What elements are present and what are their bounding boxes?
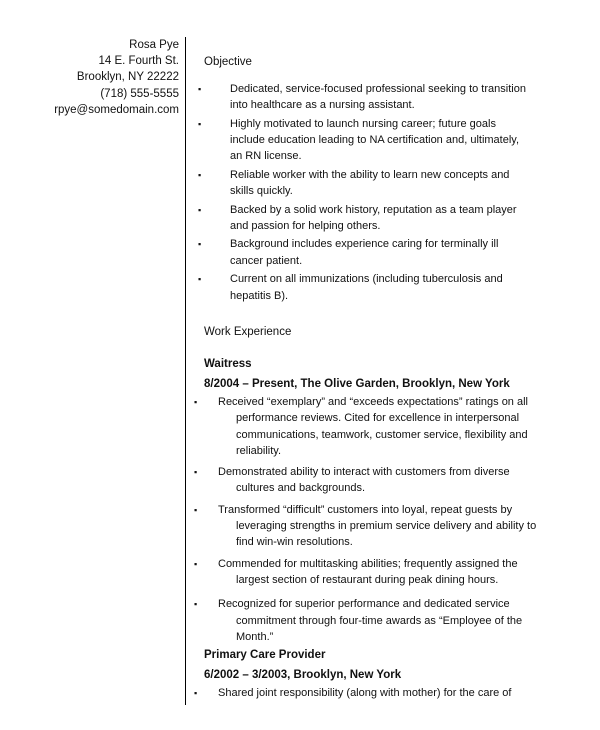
list-item: ▪ Received “exemplary” and “exceeds expectations” ratings on all performance reviews. Cited for excellence in interpersonal communications, teamwork, customer service, flexibility and reliability. <box>194 396 528 457</box>
bullet-icon: ▪ <box>194 558 198 569</box>
list-item: ▪ Highly motivated to launch nursing career; future goals include education leading to NA certification and, ultimately, an RN license. <box>198 117 520 163</box>
list-item: ▪ Backed by a solid work history, reputation as a team player and passion for helping others. <box>198 203 517 232</box>
list-item: ▪ Transformed “difficult” customers into loyal, repeat guests by leveraging strengths in premium service delivery and ability to find win-win resolutions. <box>194 503 537 549</box>
bullet-icon: ▪ <box>194 504 198 515</box>
bullet-icon: ▪ <box>194 599 198 610</box>
objective-list <box>198 81 543 306</box>
list-item: ▪ Background includes experience caring for terminally ill cancer patient. <box>198 238 499 267</box>
list-item: ▪ Reliable worker with the ability to learn new concepts and skills quickly. <box>198 168 510 198</box>
bullet-icon: ▪ <box>194 397 198 407</box>
list-item: ▪ Shared joint responsibility (along with mother) for the care of <box>194 685 544 701</box>
bullet-icon: ▪ <box>198 169 202 180</box>
bullet-icon: ▪ <box>198 274 202 285</box>
vertical-divider <box>185 37 186 705</box>
list-item: ▪ Commended for multitasking abilities; frequently assigned the largest section of restaurant during peak dining hours. <box>194 557 518 586</box>
bullet-icon: ▪ <box>198 84 202 94</box>
contact-email: rpye@somedomain.com <box>54 103 179 116</box>
contact-phone: (718) 555-5555 <box>100 87 179 100</box>
contact-block <box>20 37 179 118</box>
job-dates-place: 8/2004 – Present, The Olive Garden, Brooklyn, New York <box>204 378 510 390</box>
list-item: ▪ Demonstrated ability to interact with customers from diverse cultures and backgrounds. <box>194 466 510 495</box>
work-experience-heading: Work Experience <box>204 326 292 338</box>
job-duties-list <box>194 394 544 645</box>
objective-heading: Objective <box>204 56 252 68</box>
contact-street: 14 E. Fourth St. <box>98 55 179 68</box>
contact-city: Brooklyn, NY 22222 <box>76 71 179 84</box>
job-duties-list <box>194 685 544 701</box>
bullet-icon: ▪ <box>198 204 202 215</box>
contact-name: Rosa Pye <box>129 39 179 51</box>
bullet-icon: ▪ <box>194 688 198 698</box>
job-title: Primary Care Provider <box>204 649 326 661</box>
bullet-icon: ▪ <box>194 467 198 478</box>
list-item: ▪ Current on all immunizations (including tuberculosis and hepatitis B). <box>198 273 503 302</box>
job-dates-place: 6/2002 – 3/2003, Brooklyn, New York <box>204 669 402 681</box>
bullet-icon: ▪ <box>198 239 202 250</box>
list-item: ▪ Recognized for superior performance and dedicated service commitment through four-time awards as “Employee of the Month.” <box>194 598 523 643</box>
bullet-icon: ▪ <box>198 118 202 129</box>
job-title: Waitress <box>204 358 252 370</box>
list-item: ▪ Dedicated, service-focused professional seeking to transition into healthcare as a nursing assistant. <box>198 83 526 112</box>
